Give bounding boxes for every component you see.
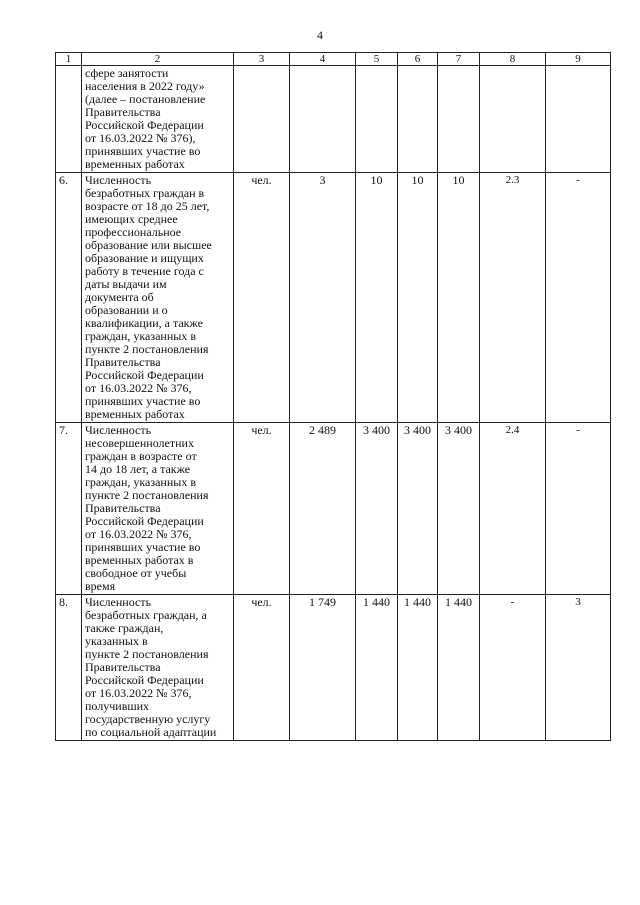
- reference-cell: 2.4: [480, 423, 546, 595]
- header-cell: 5: [356, 53, 398, 66]
- reference-cell: [480, 66, 546, 173]
- reference-cell: -: [480, 595, 546, 741]
- reference-cell: [546, 66, 611, 173]
- indicator-name-cell: Численность безработных граждан, а также граждан, указанных в пункте 2 постановления Правительства Российской Федерации от 16.03.2022 № 376, получивших государственную услугу по социальной адаптации: [82, 595, 234, 741]
- column-number-header-row: [56, 53, 611, 66]
- header-cell: 3: [234, 53, 290, 66]
- value-cell: 3 400: [356, 423, 398, 595]
- header-cell: 1: [56, 53, 82, 66]
- value-cell: [438, 66, 480, 173]
- indicator-name-cell: Численность несовершеннолетних граждан в возрасте от 14 до 18 лет, а также граждан, указанных в пункте 2 постановления Правительства Российской Федерации от 16.03.2022 № 376, принявших участие во временных работах в свободное от учебы время: [82, 423, 234, 595]
- header-cell: 8: [480, 53, 546, 66]
- row-number-cell: [56, 66, 82, 173]
- header-cell: 9: [546, 53, 611, 66]
- table-row: [56, 423, 611, 595]
- table-row: [56, 595, 611, 741]
- table-row: [56, 173, 611, 423]
- value-cell: 3: [290, 173, 356, 423]
- value-cell: 1 440: [398, 595, 438, 741]
- unit-cell: чел.: [234, 173, 290, 423]
- value-cell: 10: [398, 173, 438, 423]
- row-number-cell: 8.: [56, 595, 82, 741]
- value-cell: 10: [438, 173, 480, 423]
- header-cell: 7: [438, 53, 480, 66]
- unit-cell: [234, 66, 290, 173]
- value-cell: [290, 66, 356, 173]
- unit-cell: чел.: [234, 423, 290, 595]
- table-row: [56, 66, 611, 173]
- value-cell: 1 440: [438, 595, 480, 741]
- indicator-name-cell: сфере занятости населения в 2022 году» (далее – постановление Правительства Российской Федерации от 16.03.2022 № 376), принявших участие во временных работах: [82, 66, 234, 173]
- row-number-cell: 7.: [56, 423, 82, 595]
- indicator-name-cell: Численность безработных граждан в возрасте от 18 до 25 лет, имеющих среднее профессиональное образование или высшее образование и ищущих работу в течение года с даты выдачи им документа об образовании и о квалификации, а также граждан, указанных в пункте 2 постановления Правительства Российской Федерации от 16.03.2022 № 376, принявших участие во временных работах: [82, 173, 234, 423]
- header-cell: 2: [82, 53, 234, 66]
- value-cell: 2 489: [290, 423, 356, 595]
- value-cell: 3 400: [398, 423, 438, 595]
- value-cell: 1 749: [290, 595, 356, 741]
- reference-cell: 2.3: [480, 173, 546, 423]
- value-cell: 10: [356, 173, 398, 423]
- header-cell: 6: [398, 53, 438, 66]
- value-cell: [356, 66, 398, 173]
- header-cell: 4: [290, 53, 356, 66]
- indicators-table: [55, 52, 611, 741]
- value-cell: 3 400: [438, 423, 480, 595]
- unit-cell: чел.: [234, 595, 290, 741]
- page-number: 4: [317, 28, 323, 42]
- row-number-cell: 6.: [56, 173, 82, 423]
- reference-cell: 3: [546, 595, 611, 741]
- reference-cell: -: [546, 173, 611, 423]
- value-cell: [398, 66, 438, 173]
- value-cell: 1 440: [356, 595, 398, 741]
- reference-cell: -: [546, 423, 611, 595]
